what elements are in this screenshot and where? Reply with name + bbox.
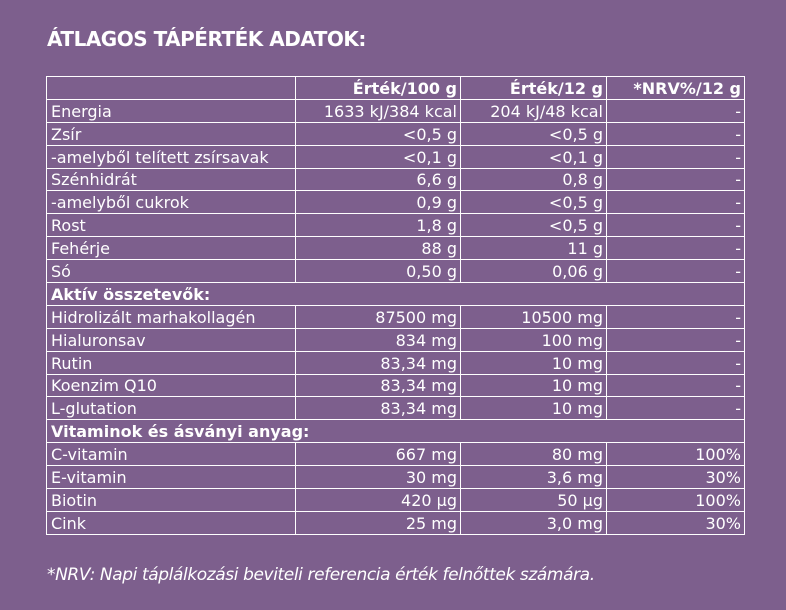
nutrition-table — [46, 76, 745, 535]
cell-value: 50 µg — [461, 489, 607, 512]
cell-value: 30% — [607, 466, 745, 489]
cell-value: - — [607, 351, 745, 374]
cell-value: <0,5 g — [461, 191, 607, 214]
cell-value: 100% — [607, 489, 745, 512]
cell-value: <0,5 g — [461, 122, 607, 145]
cell-value: 834 mg — [296, 328, 461, 351]
row-label: C-vitamin — [47, 443, 296, 466]
cell-value: - — [607, 99, 745, 122]
cell-value: - — [607, 214, 745, 237]
page-title: ÁTLAGOS TÁPÉRTÉK ADATOK: — [47, 27, 366, 51]
cell-value: 0,8 g — [461, 168, 607, 191]
cell-value: 420 µg — [296, 489, 461, 512]
row-label: Hialuronsav — [47, 328, 296, 351]
table-row — [47, 122, 745, 145]
cell-value: - — [607, 260, 745, 283]
cell-value: - — [607, 237, 745, 260]
footnote: *NRV: Napi táplálkozási beviteli referencia érték felnőttek számára. — [47, 565, 595, 585]
cell-value: 1633 kJ/384 kcal — [296, 99, 461, 122]
cell-value: - — [607, 145, 745, 168]
cell-value: 11 g — [461, 237, 607, 260]
cell-value: 204 kJ/48 kcal — [461, 99, 607, 122]
cell-value: 10 mg — [461, 351, 607, 374]
row-label: Só — [47, 260, 296, 283]
cell-value: <0,5 g — [461, 214, 607, 237]
row-label: -amelyből cukrok — [47, 191, 296, 214]
table-row — [47, 511, 745, 534]
row-label: Energia — [47, 99, 296, 122]
cell-value: 10 mg — [461, 374, 607, 397]
table-row — [47, 443, 745, 466]
cell-value: 10500 mg — [461, 305, 607, 328]
cell-value: 30 mg — [296, 466, 461, 489]
table-row — [47, 145, 745, 168]
table-row — [47, 374, 745, 397]
row-label: Fehérje — [47, 237, 296, 260]
table-row — [47, 99, 745, 122]
row-label: Szénhidrát — [47, 168, 296, 191]
table-row — [47, 489, 745, 512]
cell-value: - — [607, 191, 745, 214]
table-row — [47, 237, 745, 260]
row-label: E-vitamin — [47, 466, 296, 489]
cell-value: 83,34 mg — [296, 397, 461, 420]
cell-value: 0,9 g — [296, 191, 461, 214]
cell-value: - — [607, 374, 745, 397]
table-row — [47, 191, 745, 214]
table-row — [47, 328, 745, 351]
row-label: Hidrolizált marhakollagén — [47, 305, 296, 328]
column-header: *NRV%/12 g — [607, 77, 745, 100]
table-row — [47, 466, 745, 489]
table-row — [47, 168, 745, 191]
table-header-row — [47, 77, 745, 100]
cell-value: 667 mg — [296, 443, 461, 466]
cell-value: 88 g — [296, 237, 461, 260]
column-header: Érték/12 g — [461, 77, 607, 100]
cell-value: 10 mg — [461, 397, 607, 420]
section-heading-row — [47, 420, 745, 443]
cell-value: 83,34 mg — [296, 374, 461, 397]
section-heading: Aktív összetevők: — [47, 283, 745, 306]
cell-value: 6,6 g — [296, 168, 461, 191]
cell-value: 3,6 mg — [461, 466, 607, 489]
cell-value: - — [607, 328, 745, 351]
cell-value: - — [607, 305, 745, 328]
row-label: Zsír — [47, 122, 296, 145]
cell-value: - — [607, 122, 745, 145]
cell-value: 87500 mg — [296, 305, 461, 328]
cell-value: - — [607, 168, 745, 191]
table-row — [47, 214, 745, 237]
cell-value: 80 mg — [461, 443, 607, 466]
table-row — [47, 260, 745, 283]
row-label: Cink — [47, 511, 296, 534]
cell-value: <0,5 g — [296, 122, 461, 145]
cell-value: 83,34 mg — [296, 351, 461, 374]
row-label: L-glutation — [47, 397, 296, 420]
cell-value: 100 mg — [461, 328, 607, 351]
cell-value: 0,50 g — [296, 260, 461, 283]
cell-value: <0,1 g — [296, 145, 461, 168]
cell-value: 1,8 g — [296, 214, 461, 237]
table-row — [47, 305, 745, 328]
column-header — [47, 77, 296, 100]
table-row — [47, 397, 745, 420]
cell-value: <0,1 g — [461, 145, 607, 168]
section-heading: Vitaminok és ásványi anyag: — [47, 420, 745, 443]
cell-value: - — [607, 397, 745, 420]
table-row — [47, 351, 745, 374]
row-label: -amelyből telített zsírsavak — [47, 145, 296, 168]
column-header: Érték/100 g — [296, 77, 461, 100]
row-label: Rost — [47, 214, 296, 237]
cell-value: 30% — [607, 511, 745, 534]
cell-value: 0,06 g — [461, 260, 607, 283]
cell-value: 3,0 mg — [461, 511, 607, 534]
section-heading-row — [47, 283, 745, 306]
row-label: Rutin — [47, 351, 296, 374]
row-label: Koenzim Q10 — [47, 374, 296, 397]
cell-value: 100% — [607, 443, 745, 466]
row-label: Biotin — [47, 489, 296, 512]
cell-value: 25 mg — [296, 511, 461, 534]
